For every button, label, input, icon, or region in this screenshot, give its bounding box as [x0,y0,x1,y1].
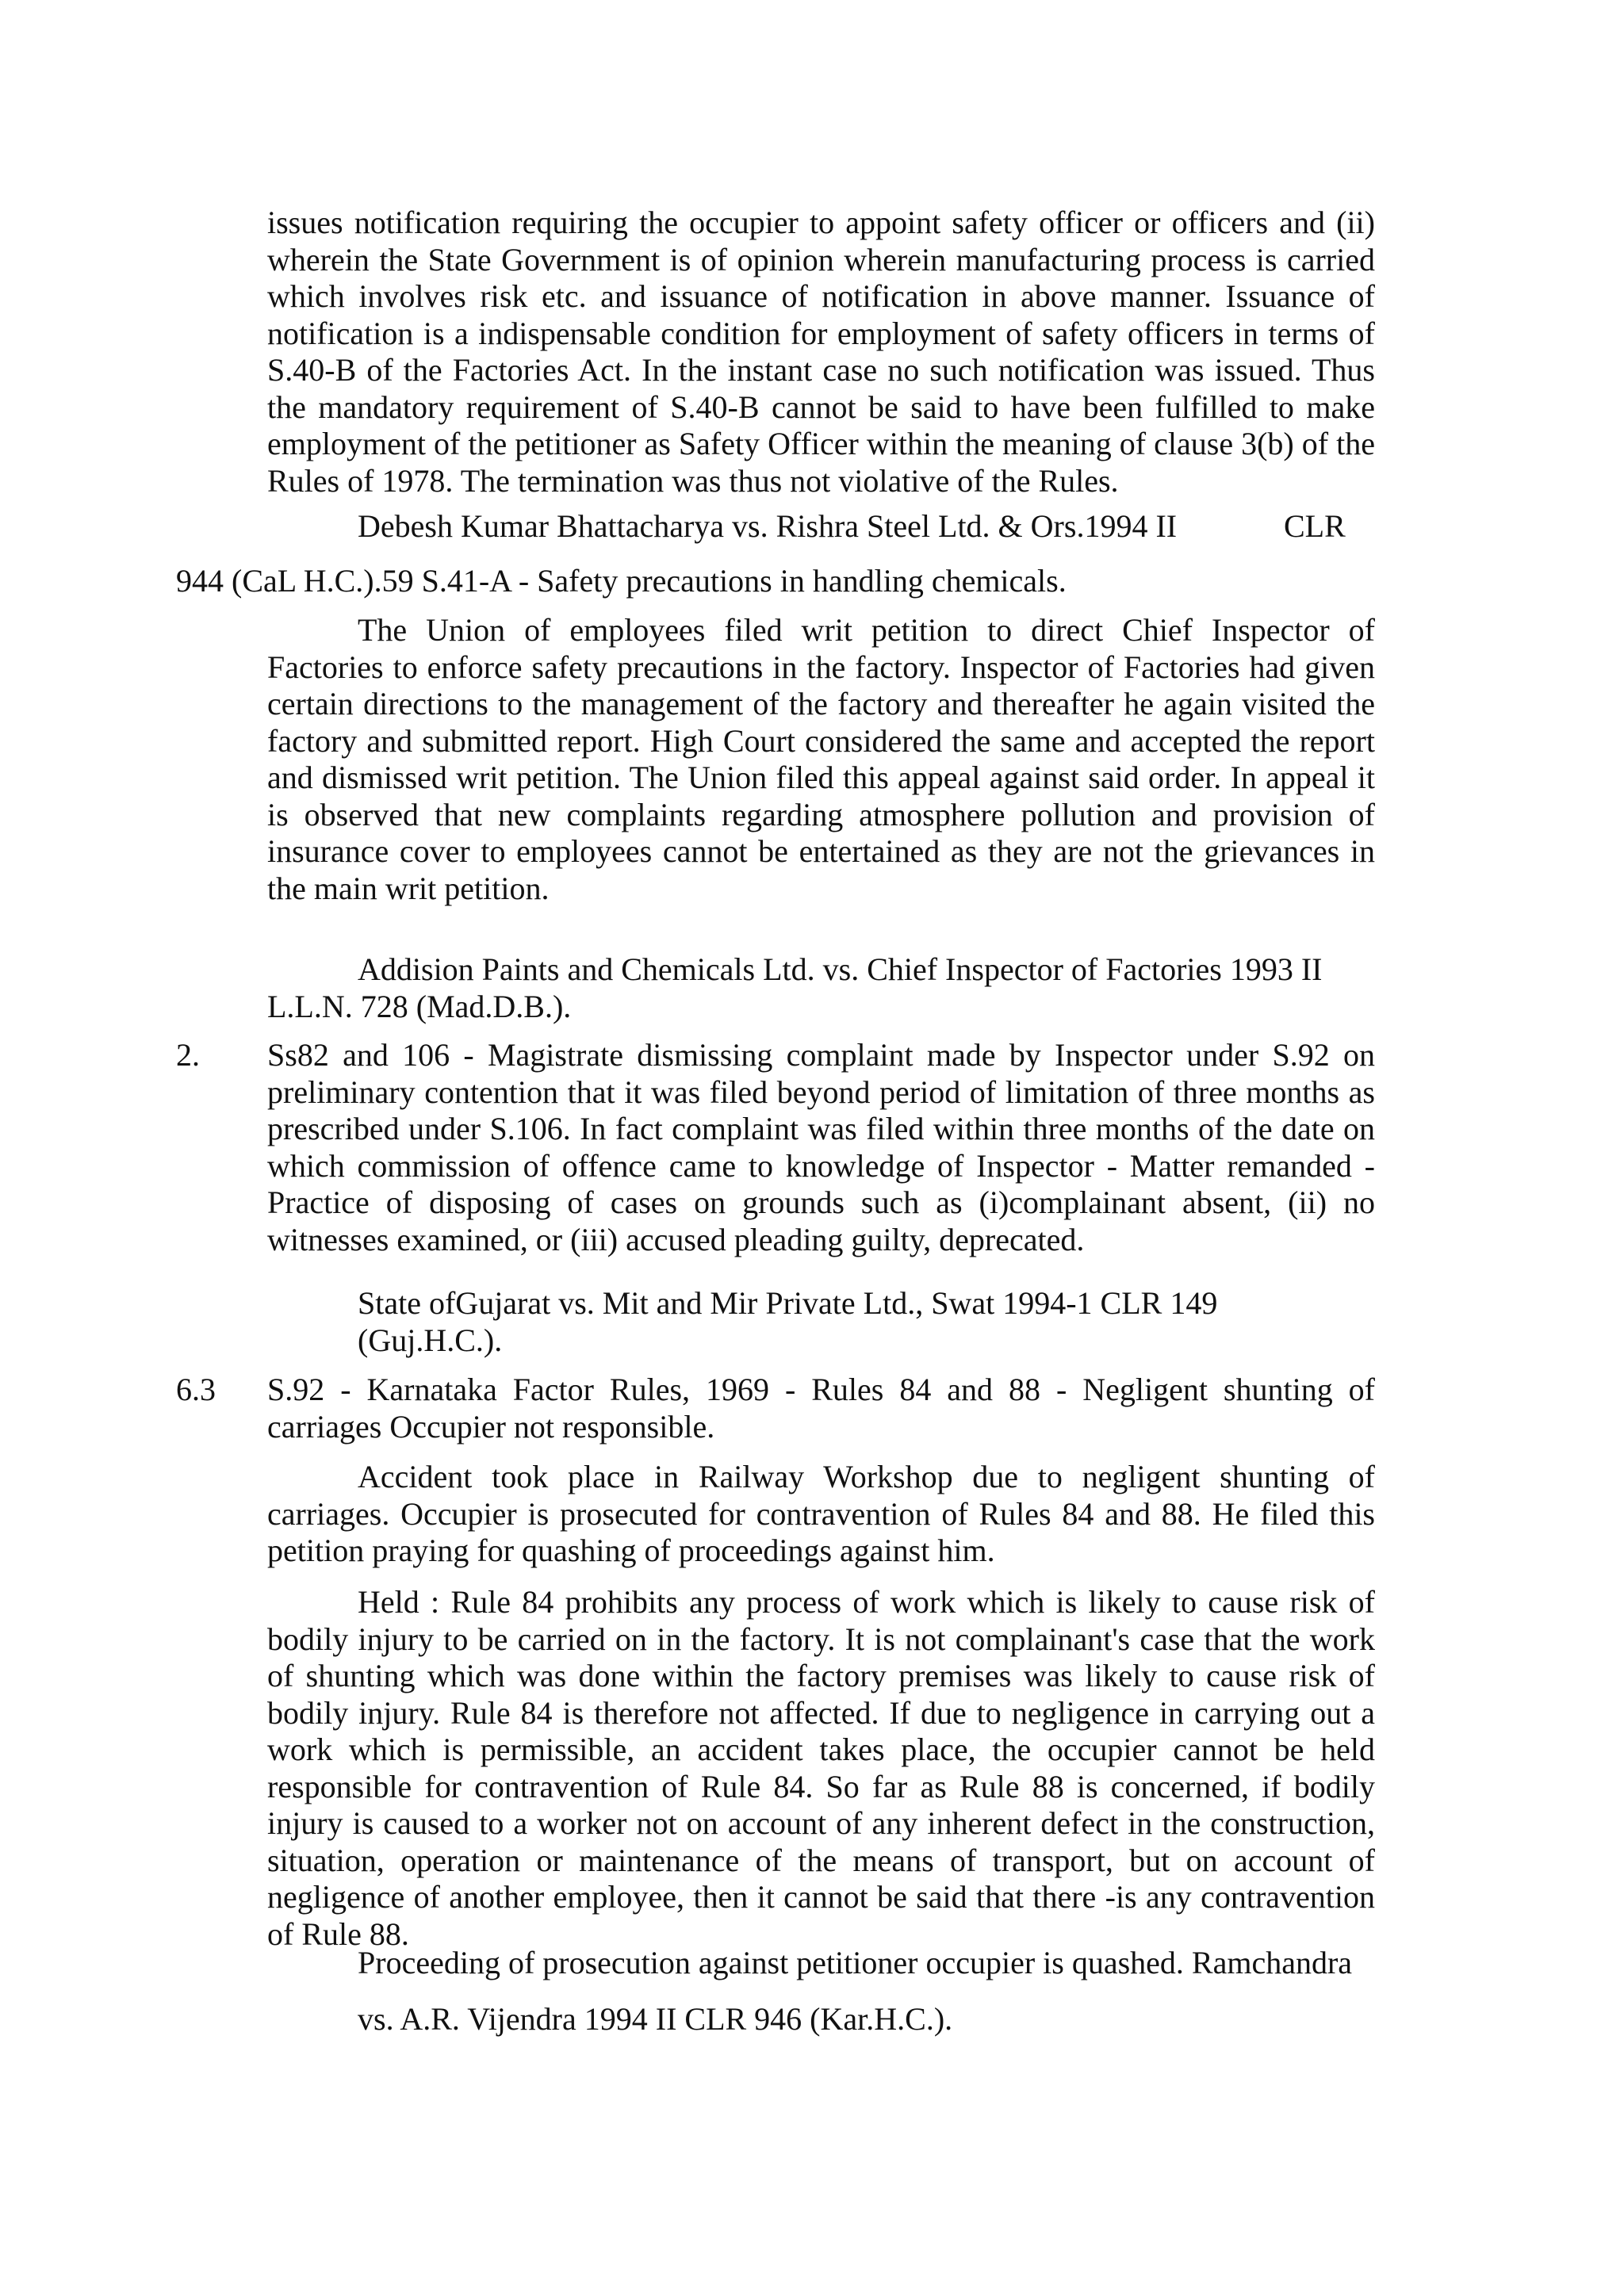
item-number-2: 2. [176,1037,200,1073]
paragraph-karnataka-rules-heading: S.92 - Karnataka Factor Rules, 1969 - Rules 84 and 88 - Negligent shunting of carriages Occupier not responsible. [267,1372,1375,1445]
item-number-6-3: 6.3 [176,1372,216,1407]
paragraph-union-writ-petition: The Union of employees filed writ petition to direct Chief Inspector of Factories to enforce safety precautions in the factory. Inspector of Factories had given certain directions to the management of the factory and thereafter he again visited the factory and submitted report. High Court considered the same and accepted the report and dismissed writ petition. The Union filed this appeal against said order. In appeal it is observed that new complaints regarding atmosphere pollution and provision of insurance cover to employees cannot be entertained as they are not the grievances in the main writ petition. [267,612,1375,906]
paragraph-held-rule-84: Held : Rule 84 prohibits any process of work which is likely to cause risk of bodily injury to be carried on in the factory. It is not complainant's case that the work of shunting which was done within the factory premises was likely to cause risk of bodily injury. Rule 84 is therefore not affected. If due to negligence in carrying out a work which is permissible, an accident takes place, the occupier cannot be held responsible for contravention of Rule 84. So far as Rule 88 is concerned, if bodily injury is caused to a worker not on account of any inherent defect in the construction, situation, operation or maintenance of the means of transport, but on account of negligence of another employee, then it cannot be said that there -is any contravention of Rule 88. [267,1584,1375,1952]
citation-continuation-safety-precautions: 944 (CaL H.C.).59 S.41-A - Safety precautions in handling chemicals. [176,563,1067,599]
citation-debesh-kumar-clr: CLR [1284,508,1346,544]
paragraph-railway-accident: Accident took place in Railway Workshop due to negligent shunting of carriages. Occupier is prosecuted for contravention of Rules 84 and 88. He filed this petition praying for quashing of proceedings against him. [267,1459,1375,1568]
paragraph-limitation-complaint: Ss82 and 106 - Magistrate dismissing complaint made by Inspector under S.92 on preliminary contention that it was filed beyond period of limitation of three months as prescribed under S.106. In fact complaint was filed within three months of the date on which commission of offence came to knowledge of Inspector - Matter remanded - Practice of disposing of cases on grounds such as (i)complainant absent, (ii) no witnesses examined, or (iii) accused pleading guilty, deprecated. [267,1037,1375,1257]
paragraph-proceeding-quashed: Proceeding of prosecution against petitioner occupier is quashed. Ramchandra [358,1945,1353,1980]
citation-addision-paints: Addision Paints and Chemicals Ltd. vs. Chief Inspector of Factories 1993 II [358,951,1323,987]
citation-state-of-gujarat-court: (Guj.H.C.). [358,1322,503,1358]
citation-ramchandra-vijendra: vs. A.R. Vijendra 1994 II CLR 946 (Kar.H.C.). [358,2001,953,2037]
citation-addision-paints-report: L.L.N. 728 (Mad.D.B.). [267,989,572,1024]
citation-state-of-gujarat: State ofGujarat vs. Mit and Mir Private Ltd., Swat 1994-1 CLR 149 [358,1285,1218,1321]
citation-debesh-kumar: Debesh Kumar Bhattacharya vs. Rishra Steel Ltd. & Ors.1994 II [358,508,1178,544]
paragraph-safety-officer-notification: issues notification requiring the occupier to appoint safety officer or officers and (ii) wherein the State Government is of opinion wherein manufacturing process is carried which involves risk etc. and issuance of notification in above manner. Issuance of notification is a indispensable condition for employment of safety officers in terms of S.40-B of the Factories Act. In the instant case no such notification was issued. Thus the mandatory requirement of S.40-B cannot be said to have been fulfilled to make employment of the petitioner as Safety Officer within the meaning of clause 3(b) of the Rules of 1978. The termination was thus not violative of the Rules. [267,205,1375,499]
